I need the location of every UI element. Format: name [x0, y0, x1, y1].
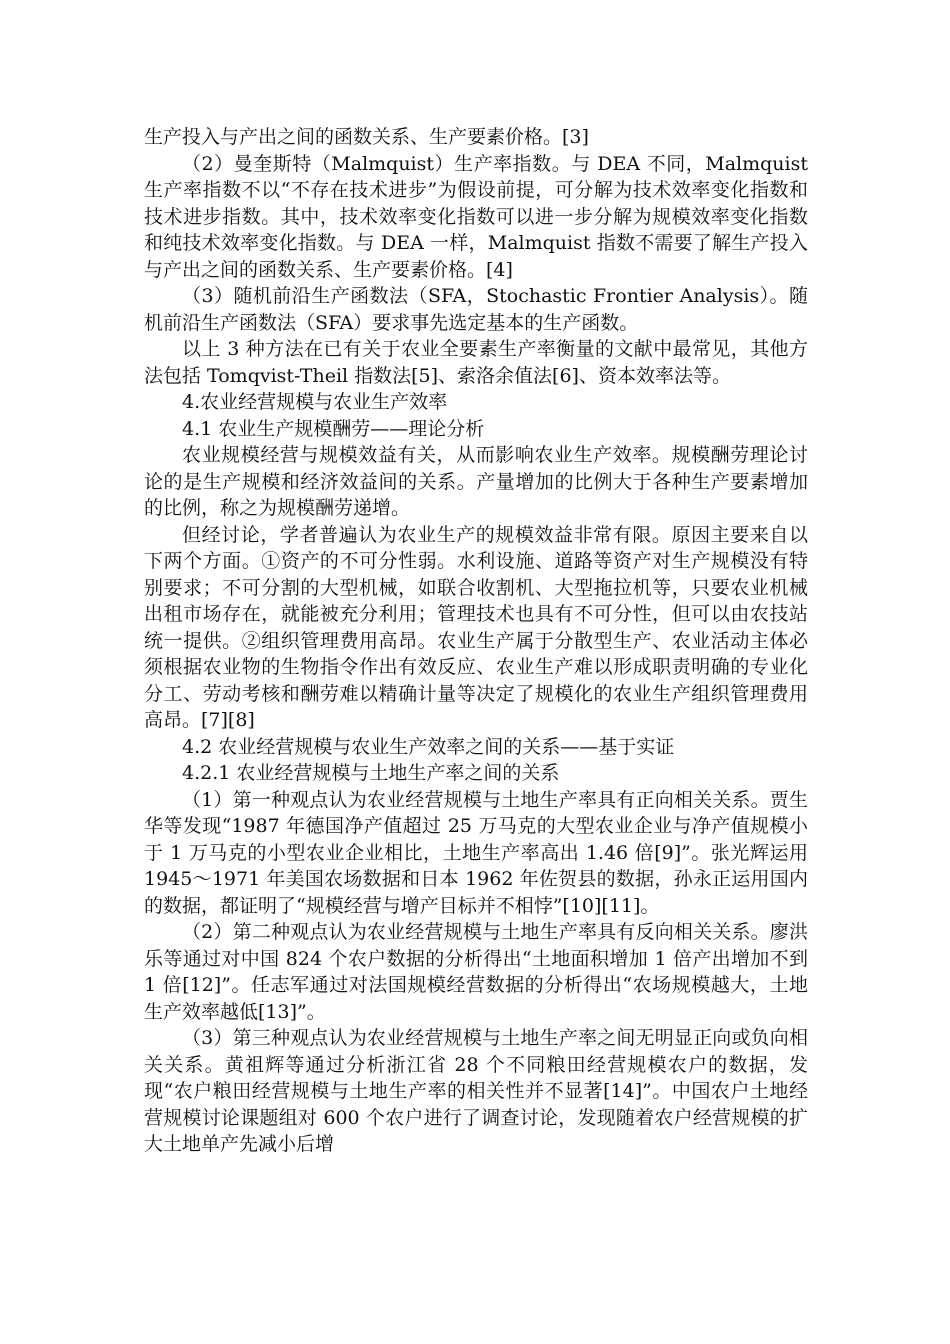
- paragraph-scale-returns: 农业规模经营与规模效益有关，从而影响农业生产效率。规模酬劳理论讨论的是生产规模和经济效益间的关系。产量增加的比例大于各种生产要素增加的比例，称之为规模酬劳递增。: [144, 444, 808, 519]
- paragraph-limited-benefits: 但经讨论，学者普遍认为农业生产的规模效益非常有限。原因主要来自以下两个方面。①资产的不可分性弱。水利设施、道路等资产对生产规模没有特别要求；不可分割的大型机械，如联合收割机、大型拖拉机等，只要农业机械出租市场存在，就能被充分利用；管理技术也具有不可分性，但可以由农技站统一提供。②组织管理费用高昂。农业生产属于分散型生产、农业活动主体必须根据农业物的生物指令作出有效反应、农业生产难以形成职责明确的专业化分工、劳动考核和酬劳难以精确计量等决定了规模化的农业生产组织管理费用高昂。[7][8]: [144, 523, 808, 731]
- section-heading-4: 4.农业经营规模与农业生产效率: [182, 391, 448, 413]
- paragraph-malmquist: （2）曼奎斯特（Malmquist）生产率指数。与 DEA 不同，Malmquist 生产率指数不以“不存在技术进步”为假设前提，可分解为技术效率变化指数和技术进步指数。其中，技术效率变化指数可以进一步分解为规模效率变化指数和纯技术效率变化指数。与 DEA 一样，Malmquist 指数不需要了解生产投入与产出之间的函数关系、生产要素价格。[4]: [144, 152, 808, 281]
- section-heading-4-2: 4.2 农业经营规模与农业生产效率之间的关系——基于实证: [182, 735, 675, 758]
- paragraph-negative-correlation: （2）第二种观点认为农业经营规模与土地生产率具有反向相关关系。廖洪乐等通过对中国 824 个农户数据的分析得出“土地面积增加 1 倍产出增加不到 1 倍[12]”。任志军通过对法国规模经营数据的分析得出“农场规模越大，土地生产效率越低[13]”。: [144, 921, 808, 1023]
- paragraph-no-correlation: （3）第三种观点认为农业经营规模与土地生产率之间无明显正向或负向相关关系。黄祖辉等通过分析浙江省 28 个不同粮田经营规模农户的数据，发现“农户粮田经营规模与土地生产率的相关性并不显著[14]”。中国农户土地经营规模讨论课题组对 600 个农户进行了调查讨论，发现随着农户经营规模的扩大土地单产先减小后增: [144, 1027, 808, 1155]
- section-heading-4-2-1: 4.2.1 农业经营规模与土地生产率之间的关系: [182, 762, 560, 784]
- section-heading-4-1: 4.1 农业生产规模酬劳——理论分析: [182, 417, 485, 440]
- paragraph-methods-summary: 以上 3 种方法在已有关于农业全要素生产率衡量的文献中最常见，其他方法包括 Tomqvist-Theil 指数法[5]、索洛余值法[6]、资本效率法等。: [144, 338, 808, 387]
- paragraph-positive-correlation: （1）第一种观点认为农业经营规模与土地生产率具有正向相关关系。贾生华等发现“1987 年德国净产值超过 25 万马克的大型农业企业与净产值规模小于 1 万马克的小型农业企业相比，土地生产率高出 1.46 倍[9]”。张光辉运用 1945～1971 年美国农场数据和日本 1962 年佐贺县的数据，孙永正运用国内的数据，都证明了“规模经营与增产目标并不相悖”[10][11]。: [144, 788, 808, 917]
- paragraph-continuation: 生产投入与产出之间的函数关系、生产要素价格。[3]: [144, 126, 589, 148]
- paragraph-sfa: （3）随机前沿生产函数法（SFA，Stochastic Frontier Analysis）。随机前沿生产函数法（SFA）要求事先选定基本的生产函数。: [144, 285, 808, 334]
- document-page: [144, 124, 808, 1158]
